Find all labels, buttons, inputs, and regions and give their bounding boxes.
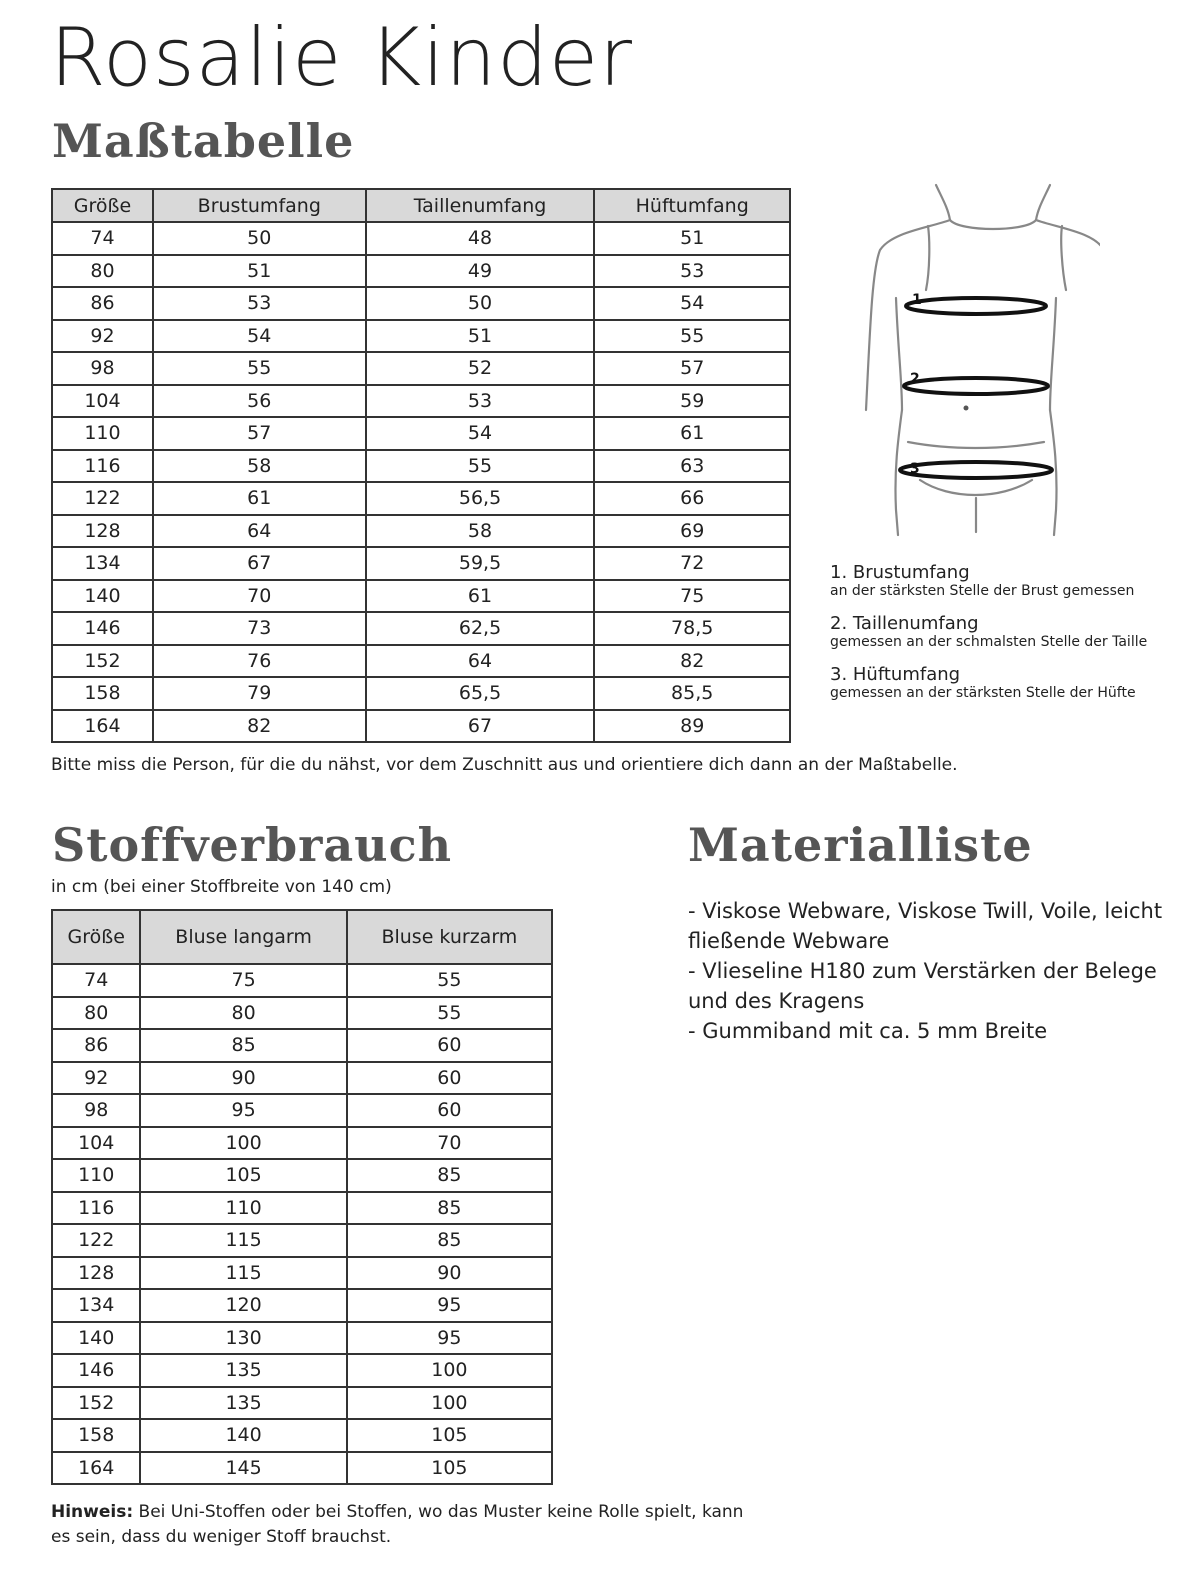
legend-desc: an der stärksten Stelle der Brust gemessen xyxy=(830,583,1135,599)
table-cell: 110 xyxy=(52,417,153,450)
table-row xyxy=(52,482,790,515)
table-cell: 104 xyxy=(52,385,153,418)
table-cell: 110 xyxy=(52,1159,140,1192)
table-row xyxy=(52,1354,552,1387)
materials-heading: Materialliste xyxy=(688,818,1033,872)
table-cell: 85 xyxy=(347,1159,552,1192)
table-cell: 158 xyxy=(52,677,153,710)
waist-measure-line xyxy=(904,378,1048,394)
material-item: - Vlieseline H180 zum Verstärken der Belege und des Kragens xyxy=(688,959,1157,1013)
measurement-legend xyxy=(830,562,1170,715)
fabric-heading: Stoffverbrauch xyxy=(52,818,453,872)
table-cell: 145 xyxy=(140,1452,346,1485)
table-cell: 146 xyxy=(52,612,153,645)
table-cell: 50 xyxy=(153,222,366,255)
table-row xyxy=(52,352,790,385)
table-cell: 56,5 xyxy=(366,482,595,515)
table-row xyxy=(52,1159,552,1192)
table-cell: 48 xyxy=(366,222,595,255)
measurement-body xyxy=(52,222,790,742)
column-header: Größe xyxy=(52,910,140,964)
table-cell: 62,5 xyxy=(366,612,595,645)
hint-text: Bei Uni-Stoffen oder bei Stoffen, wo das Muster keine Rolle spielt, kann es sein, dass du weniger Stoff brauchst. xyxy=(51,1502,744,1547)
table-row xyxy=(52,1224,552,1257)
material-item: - Gummiband mit ca. 5 mm Breite xyxy=(688,1019,1048,1043)
table-cell: 100 xyxy=(140,1127,346,1160)
table-cell: 60 xyxy=(347,1062,552,1095)
table-cell: 51 xyxy=(594,222,790,255)
marker-1: 1 xyxy=(912,292,922,308)
marker-3: 3 xyxy=(910,461,920,477)
table-row xyxy=(52,385,790,418)
table-cell: 90 xyxy=(140,1062,346,1095)
table-row xyxy=(52,1029,552,1062)
page-title: Rosalie Kinder xyxy=(50,11,634,104)
table-cell: 67 xyxy=(366,710,595,743)
table-row xyxy=(52,1322,552,1355)
column-header: Bluse langarm xyxy=(140,910,346,964)
table-row xyxy=(52,677,790,710)
table-cell: 82 xyxy=(153,710,366,743)
fabric-header-row xyxy=(52,910,552,964)
table-cell: 122 xyxy=(52,482,153,515)
table-cell: 73 xyxy=(153,612,366,645)
table-cell: 64 xyxy=(153,515,366,548)
table-cell: 116 xyxy=(52,450,153,483)
table-row xyxy=(52,547,790,580)
table-cell: 158 xyxy=(52,1419,140,1452)
table-cell: 61 xyxy=(153,482,366,515)
table-cell: 152 xyxy=(52,645,153,678)
table-cell: 115 xyxy=(140,1257,346,1290)
table-cell: 59 xyxy=(594,385,790,418)
marker-2: 2 xyxy=(910,371,920,387)
material-item: - Viskose Webware, Viskose Twill, Voile, leicht fließende Webware xyxy=(688,899,1163,953)
table-cell: 55 xyxy=(594,320,790,353)
table-cell: 140 xyxy=(52,580,153,613)
table-cell: 64 xyxy=(366,645,595,678)
fabric-table xyxy=(51,909,553,1485)
table-cell: 70 xyxy=(153,580,366,613)
column-header: Taillenumfang xyxy=(366,189,595,222)
table-cell: 85 xyxy=(347,1192,552,1225)
table-cell: 74 xyxy=(52,222,153,255)
table-row xyxy=(52,515,790,548)
measurement-header-row xyxy=(52,189,790,222)
bust-measure-line xyxy=(906,298,1046,314)
table-cell: 76 xyxy=(153,645,366,678)
table-cell: 85,5 xyxy=(594,677,790,710)
table-row xyxy=(52,255,790,288)
table-cell: 85 xyxy=(140,1029,346,1062)
table-cell: 100 xyxy=(347,1354,552,1387)
table-cell: 140 xyxy=(52,1322,140,1355)
column-header: Brustumfang xyxy=(153,189,366,222)
table-cell: 130 xyxy=(140,1322,346,1355)
table-cell: 122 xyxy=(52,1224,140,1257)
table-cell: 90 xyxy=(347,1257,552,1290)
table-cell: 75 xyxy=(140,964,346,997)
table-cell: 61 xyxy=(594,417,790,450)
table-row xyxy=(52,1419,552,1452)
table-cell: 98 xyxy=(52,352,153,385)
table-cell: 78,5 xyxy=(594,612,790,645)
table-cell: 164 xyxy=(52,1452,140,1485)
table-cell: 70 xyxy=(347,1127,552,1160)
hint-label: Hinweis: xyxy=(51,1502,134,1522)
table-cell: 55 xyxy=(347,997,552,1030)
table-cell: 98 xyxy=(52,1094,140,1127)
table-cell: 95 xyxy=(140,1094,346,1127)
table-cell: 135 xyxy=(140,1354,346,1387)
table-cell: 105 xyxy=(347,1452,552,1485)
table-cell: 60 xyxy=(347,1094,552,1127)
table-cell: 58 xyxy=(366,515,595,548)
table-cell: 66 xyxy=(594,482,790,515)
table-cell: 65,5 xyxy=(366,677,595,710)
legend-desc: gemessen an der schmalsten Stelle der Taille xyxy=(830,634,1148,650)
table-cell: 67 xyxy=(153,547,366,580)
table-row xyxy=(52,1094,552,1127)
table-row xyxy=(52,997,552,1030)
table-cell: 115 xyxy=(140,1224,346,1257)
table-cell: 60 xyxy=(347,1029,552,1062)
table-cell: 104 xyxy=(52,1127,140,1160)
table-row xyxy=(52,1062,552,1095)
hip-measure-line xyxy=(900,462,1052,478)
legend-title: 3. Hüftumfang xyxy=(830,664,961,685)
column-header: Größe xyxy=(52,189,153,222)
table-cell: 57 xyxy=(153,417,366,450)
table-cell: 75 xyxy=(594,580,790,613)
legend-item-bust xyxy=(830,562,1170,599)
table-cell: 54 xyxy=(153,320,366,353)
table-cell: 135 xyxy=(140,1387,346,1420)
table-cell: 55 xyxy=(153,352,366,385)
table-row xyxy=(52,580,790,613)
table-cell: 120 xyxy=(140,1289,346,1322)
table-cell: 86 xyxy=(52,1029,140,1062)
table-cell: 80 xyxy=(140,997,346,1030)
table-cell: 50 xyxy=(366,287,595,320)
table-cell: 128 xyxy=(52,515,153,548)
materials-list xyxy=(688,896,1168,1046)
column-header: Hüftumfang xyxy=(594,189,790,222)
measurement-heading: Maßtabelle xyxy=(52,114,355,168)
table-cell: 52 xyxy=(366,352,595,385)
table-cell: 55 xyxy=(366,450,595,483)
table-row xyxy=(52,1289,552,1322)
table-cell: 56 xyxy=(153,385,366,418)
table-cell: 72 xyxy=(594,547,790,580)
legend-item-waist xyxy=(830,613,1170,650)
table-cell: 92 xyxy=(52,320,153,353)
table-cell: 51 xyxy=(153,255,366,288)
table-row xyxy=(52,1192,552,1225)
table-cell: 61 xyxy=(366,580,595,613)
table-row xyxy=(52,964,552,997)
table-row xyxy=(52,287,790,320)
table-cell: 95 xyxy=(347,1322,552,1355)
hint-note xyxy=(51,1500,751,1550)
body-measurement-figure xyxy=(850,180,1100,540)
table-cell: 146 xyxy=(52,1354,140,1387)
legend-title: 1. Brustumfang xyxy=(830,562,970,583)
table-cell: 92 xyxy=(52,1062,140,1095)
table-cell: 79 xyxy=(153,677,366,710)
table-row xyxy=(52,1387,552,1420)
table-cell: 69 xyxy=(594,515,790,548)
table-cell: 89 xyxy=(594,710,790,743)
table-row xyxy=(52,645,790,678)
table-cell: 54 xyxy=(594,287,790,320)
legend-desc: gemessen an der stärksten Stelle der Hüfte xyxy=(830,685,1136,701)
table-cell: 80 xyxy=(52,255,153,288)
table-cell: 51 xyxy=(366,320,595,353)
legend-item-hip xyxy=(830,664,1170,701)
table-cell: 100 xyxy=(347,1387,552,1420)
fabric-body xyxy=(52,964,552,1484)
table-cell: 74 xyxy=(52,964,140,997)
table-cell: 140 xyxy=(140,1419,346,1452)
table-cell: 53 xyxy=(594,255,790,288)
table-cell: 59,5 xyxy=(366,547,595,580)
table-cell: 57 xyxy=(594,352,790,385)
table-cell: 95 xyxy=(347,1289,552,1322)
table-cell: 53 xyxy=(153,287,366,320)
fabric-subtitle: in cm (bei einer Stoffbreite von 140 cm) xyxy=(51,877,392,897)
legend-title: 2. Taillenumfang xyxy=(830,613,979,634)
table-cell: 54 xyxy=(366,417,595,450)
table-cell: 116 xyxy=(52,1192,140,1225)
table-cell: 80 xyxy=(52,997,140,1030)
table-row xyxy=(52,417,790,450)
table-row xyxy=(52,450,790,483)
table-cell: 82 xyxy=(594,645,790,678)
table-row xyxy=(52,1127,552,1160)
table-cell: 58 xyxy=(153,450,366,483)
column-header: Bluse kurzarm xyxy=(347,910,552,964)
measurement-table xyxy=(51,188,791,743)
table-row xyxy=(52,710,790,743)
table-cell: 49 xyxy=(366,255,595,288)
table-cell: 152 xyxy=(52,1387,140,1420)
table-cell: 105 xyxy=(347,1419,552,1452)
table-cell: 134 xyxy=(52,1289,140,1322)
table-cell: 55 xyxy=(347,964,552,997)
table-row xyxy=(52,612,790,645)
table-cell: 164 xyxy=(52,710,153,743)
table-cell: 85 xyxy=(347,1224,552,1257)
table-cell: 53 xyxy=(366,385,595,418)
measurement-note: Bitte miss die Person, für die du nähst, vor dem Zuschnitt aus und orientiere dich dann an der Maßtabelle. xyxy=(51,755,958,775)
table-cell: 110 xyxy=(140,1192,346,1225)
table-row xyxy=(52,1257,552,1290)
table-cell: 134 xyxy=(52,547,153,580)
table-row xyxy=(52,320,790,353)
table-cell: 63 xyxy=(594,450,790,483)
table-cell: 86 xyxy=(52,287,153,320)
table-cell: 105 xyxy=(140,1159,346,1192)
table-cell: 128 xyxy=(52,1257,140,1290)
table-row xyxy=(52,1452,552,1485)
table-row xyxy=(52,222,790,255)
